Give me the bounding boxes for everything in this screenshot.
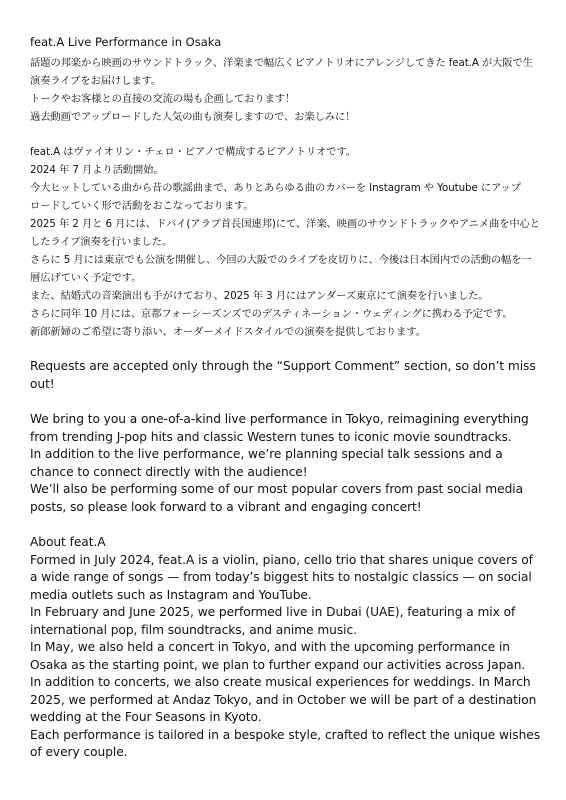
intro-en-line: chance to connect directly with the audience!: [30, 464, 308, 479]
about-en-heading: About feat.A: [30, 535, 106, 549]
intro-jp-line: 話題の邦楽から映画のサウンドトラック、洋楽まで幅広くピアノトリオにアレンジしてきた feat.A が大阪で生: [30, 57, 533, 69]
intro-jp-line: 演奏ライブをお届けします。: [30, 75, 162, 87]
about-jp-line: ロードしていく形で活動をおこなっております。: [30, 200, 254, 212]
about-en-line: 2025, we performed at Andaz Tokyo, and in October we will be part of a destination: [30, 692, 537, 707]
about-en-line: In addition to concerts, we also create musical experiences for weddings. In March: [30, 675, 531, 689]
about-en-line: of every couple.: [30, 745, 128, 759]
about-en-line: international pop, film soundtracks, and anime music.: [30, 622, 357, 637]
intro-en-paragraph: [30, 411, 540, 516]
about-jp-line: 層広げていく予定です。: [30, 272, 142, 284]
about-en-line: In May, we also held a concert in Tokyo, and with the upcoming performance in: [30, 640, 510, 654]
intro-en-line: In addition to the live performance, we’re planning special talk sessions and a: [30, 447, 503, 461]
about-en-line: Each performance is tailored in a bespoke style, crafted to reflect the unique wishes: [30, 727, 540, 742]
about-en-line: wedding at the Four Seasons in Kyoto.: [30, 710, 262, 724]
paragraph-gap: [30, 341, 540, 358]
paragraph-gap: [30, 393, 540, 411]
intro-jp-line: トークやお客様との直接の交流の場も企画しております！: [30, 93, 296, 105]
intro-en-line: We’ll also be performing some of our most popular covers from past social media: [30, 482, 524, 496]
about-jp-line: 今大ヒットしている曲から昔の歌謡曲まで、ありとあらゆる曲のカバーを Instagram や Youtube にアップ: [30, 182, 521, 194]
page-title: feat.A Live Performance in Osaka: [30, 35, 222, 49]
requests-en-line: out!: [30, 376, 55, 391]
requests-en-paragraph: [30, 358, 540, 393]
about-jp-paragraph: [30, 143, 540, 341]
about-en-line: Formed in July 2024, feat.A is a violin, piano, cello trio that shares unique covers of: [30, 552, 533, 567]
requests-en-line: Requests are accepted only through the “Support Comment” section, so don’t miss: [30, 359, 536, 373]
about-en-line: Osaka as the starting point, we plan to further expand our activities across Japan.: [30, 657, 526, 672]
about-en-line: media outlets such as Instagram and YouTube.: [30, 587, 312, 602]
about-jp-line: 2024 年 7 月より活動開始。: [30, 164, 164, 176]
about-jp-line: したライブ演奏を行いました。: [30, 236, 173, 248]
intro-en-line: from trending J-pop hits and classic Western tunes to iconic movie soundtracks.: [30, 429, 512, 444]
intro-en-line: posts, so please look forward to a vibrant and engaging concert!: [30, 499, 422, 514]
intro-en-line: We bring to you a one-of-a-kind live performance in Tokyo, reimagining everything: [30, 412, 529, 426]
about-jp-line: 2025 年 2 月と 6 月には、ドバイ(アラブ首長国連邦)にて、洋楽、映画のサウンドトラックやアニメ曲を中心と: [30, 218, 540, 230]
about-jp-line: feat.A はヴァイオリン・チェロ・ピアノで構成するピアノトリオです。: [30, 146, 356, 158]
about-en-line: In February and June 2025, we performed live in Dubai (UAE), featuring a mix of: [30, 605, 516, 619]
paragraph-gap: [30, 126, 540, 143]
about-jp-line: 新郎新婦のご希望に寄り添い、オーダーメイドスタイルでの演奏を提供しております。: [30, 326, 426, 338]
about-jp-line: さらに 5 月には東京でも公演を開催し、今回の大阪でのライブを皮切りに、今後は日本国内での活動の幅を一: [30, 254, 532, 266]
paragraph-gap: [30, 516, 540, 534]
about-en-line: a wide range of songs — from today’s biggest hits to nostalgic classics — on social: [30, 570, 532, 584]
about-jp-line: さらに同年 10 月には、京都フォーシーズンズでのデスティネーション・ウェディングに携わる予定です。: [30, 308, 513, 320]
intro-jp-paragraph: [30, 54, 540, 126]
about-en-paragraph: [30, 534, 540, 762]
intro-jp-line: 過去動画でアップロードした人気の曲も演奏しますので、お楽しみに！: [30, 111, 356, 123]
about-jp-line: また、結婚式の音楽演出も手がけており、2025 年 3 月にはアンダーズ東京にて演奏を行いました。: [30, 290, 489, 302]
